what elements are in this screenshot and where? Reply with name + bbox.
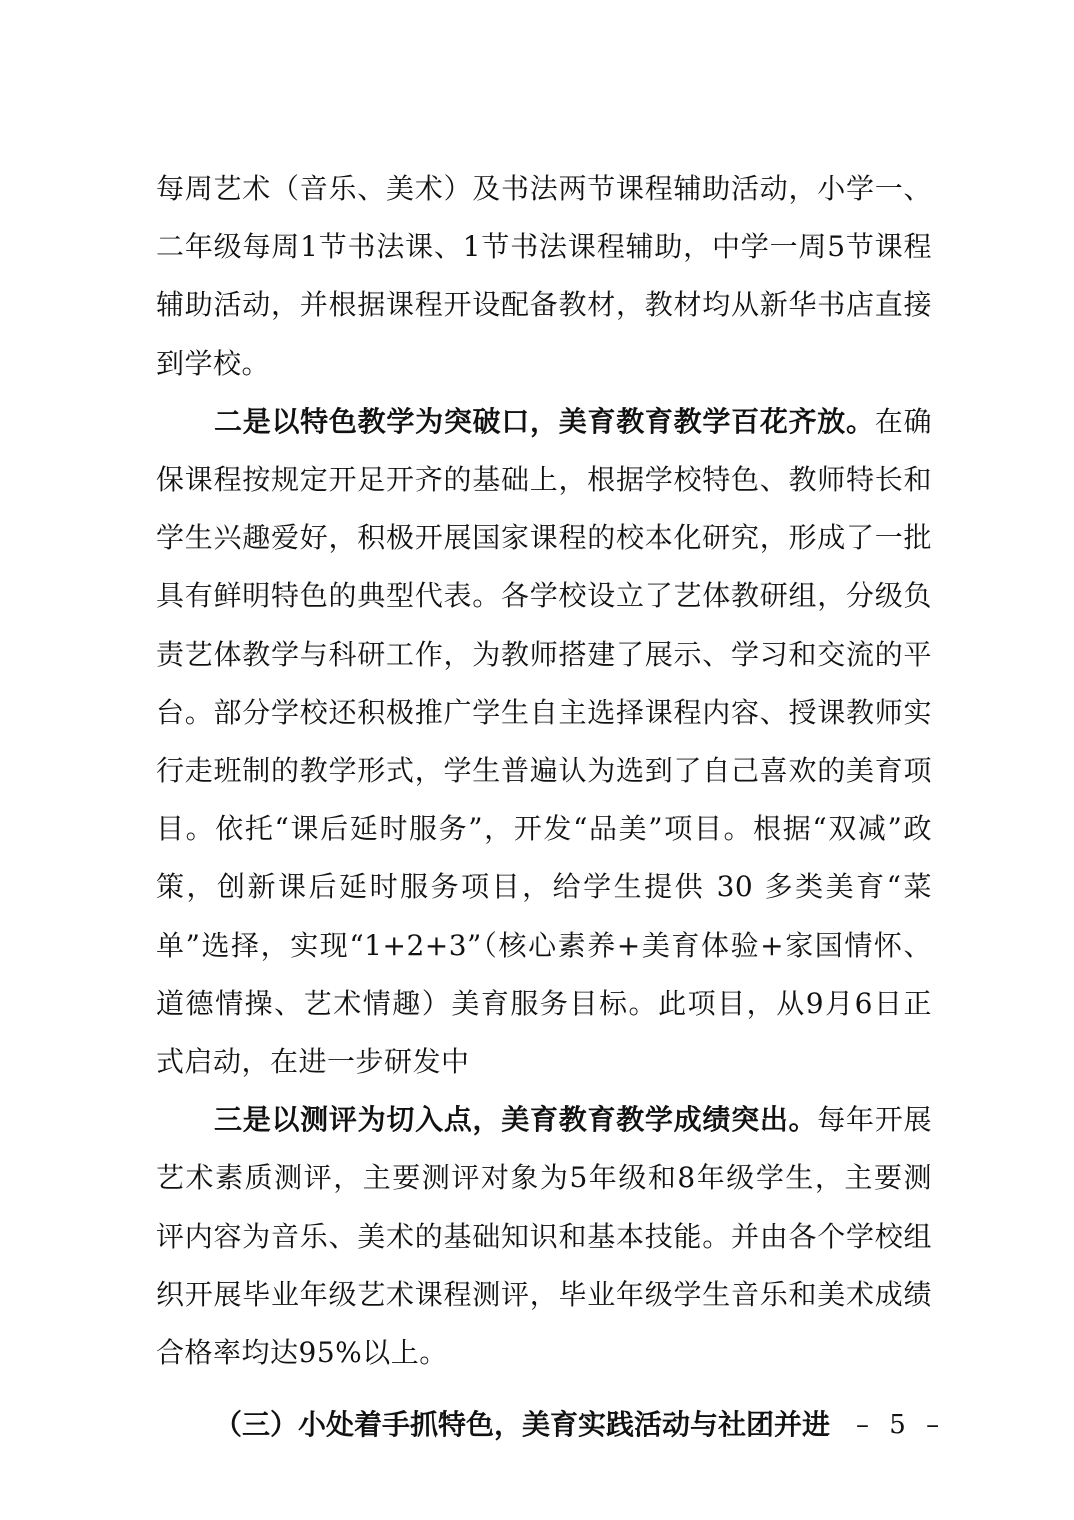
paragraph-1-text: 每周艺术（音乐、美术）及书法两节课程辅助活动，小学一、二年级每周1节书法课、1节书法课程辅助，中学一周5节课程辅助活动，并根据课程开设配备教材，教材均从新华书店直接到学校。 <box>156 172 932 380</box>
paragraph-3-lead: 三是以测评为切入点，美育教育教学成绩突出。 <box>214 1103 818 1137</box>
paragraph-1 <box>156 160 932 393</box>
paragraph-2-lead: 二是以特色教学为突破口，美育教育教学百花齐放。 <box>214 404 875 438</box>
paragraph-3-text: 每年开展艺术素质测评，主要测评对象为5年级和8年级学生，主要测评内容为音乐、美术的基础知识和基本技能。并由各个学校组织开展毕业年级艺术课程测评，毕业年级学生音乐和美术成绩合格率均达95%以上。 <box>156 1103 932 1370</box>
section-heading: （三）小处着手抓特色，美育实践活动与社团并进 <box>214 1408 831 1442</box>
paragraph-2-text: 在确保课程按规定开足开齐的基础上，根据学校特色、教师特长和学生兴趣爱好，积极开展国家课程的校本化研究，形成了一批具有鲜明特色的典型代表。各学校设立了艺体教研组，分级负责艺体教学与科研工作，为教师搭建了展示、学习和交流的平台。部分学校还积极推广学生自主选择课程内容、授课教师实行走班制的教学形式，学生普遍认为选到了自己喜欢的美育项目。依托“课后延时服务”，开发“品美”项目。根据“双减”政策，创新课后延时服务项目，给学生提供 30 多类美育“菜单”选择，实现“1+2+3”（核心素养+美育体验+家国情怀、道德情操、艺术情趣）美育服务目标。此项目，从9月6日正式启动，在进一步研发中 <box>156 404 932 1079</box>
body-text <box>156 160 932 1454</box>
page-number: – 5 – <box>856 1410 946 1440</box>
paragraph-2 <box>156 393 932 1091</box>
paragraph-3 <box>156 1091 932 1382</box>
